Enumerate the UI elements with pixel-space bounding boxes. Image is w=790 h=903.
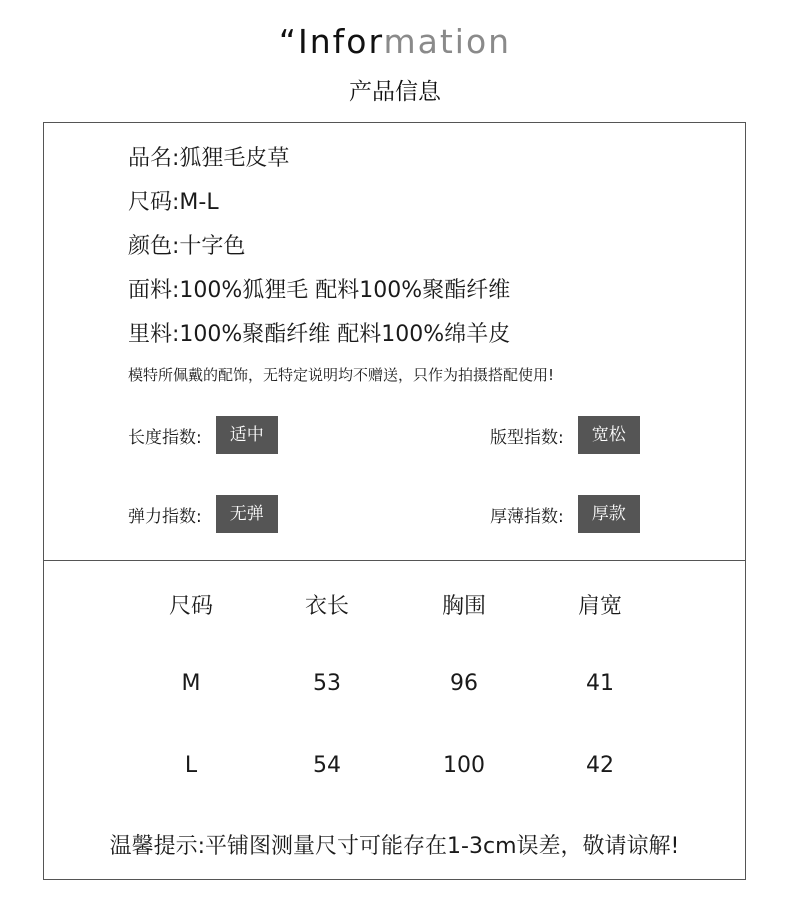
table-cell-size: L (184, 753, 198, 778)
product-size: 尺码:M-L (128, 190, 219, 215)
header-subtitle: 产品信息 (349, 79, 441, 105)
table-header-shoulder: 肩宽 (577, 594, 622, 619)
fit-index-label: 版型指数: (490, 427, 564, 448)
thickness-index (490, 495, 640, 533)
section-divider (44, 560, 745, 561)
product-name: 品名:狐狸毛皮草 (128, 146, 290, 171)
thickness-index-label: 厚薄指数: (490, 506, 564, 527)
table-cell-chest: 96 (450, 671, 478, 696)
fit-index-badge: 宽松 (578, 416, 640, 454)
stretch-index (128, 495, 278, 533)
table-header-length: 衣长 (304, 594, 349, 619)
measurement-tip: 温馨提示:平铺图测量尺寸可能存在1-3cm误差，敬请谅解! (109, 834, 680, 859)
stretch-index-label: 弹力指数: (128, 506, 202, 527)
header-title (0, 22, 790, 61)
table-cell-length: 54 (313, 753, 341, 778)
table-header-size: 尺码 (168, 594, 213, 619)
fit-index (490, 416, 640, 454)
table-cell-size: M (181, 671, 201, 696)
product-lining: 里料:100%聚酯纤维 配料100%绵羊皮 (128, 322, 511, 347)
table-header-chest: 胸围 (441, 594, 486, 619)
table-cell-shoulder: 41 (586, 671, 614, 696)
accessory-note: 模特所佩戴的配饰，无特定说明均不赠送，只作为拍摄搭配使用! (128, 366, 555, 384)
product-color: 颜色:十字色 (128, 234, 246, 259)
title-light: mation (383, 22, 512, 61)
title-dark: Infor (298, 22, 384, 61)
table-cell-shoulder: 42 (586, 753, 614, 778)
title-quote: “ (278, 22, 299, 61)
product-info-frame (43, 122, 746, 880)
table-cell-chest: 100 (443, 753, 485, 778)
table-cell-length: 53 (313, 671, 341, 696)
thickness-index-badge: 厚款 (578, 495, 640, 533)
product-fabric: 面料:100%狐狸毛 配料100%聚酯纤维 (128, 278, 511, 303)
length-index-badge: 适中 (216, 416, 278, 454)
stretch-index-badge: 无弹 (216, 495, 278, 533)
length-index-label: 长度指数: (128, 427, 202, 448)
length-index (128, 416, 278, 454)
